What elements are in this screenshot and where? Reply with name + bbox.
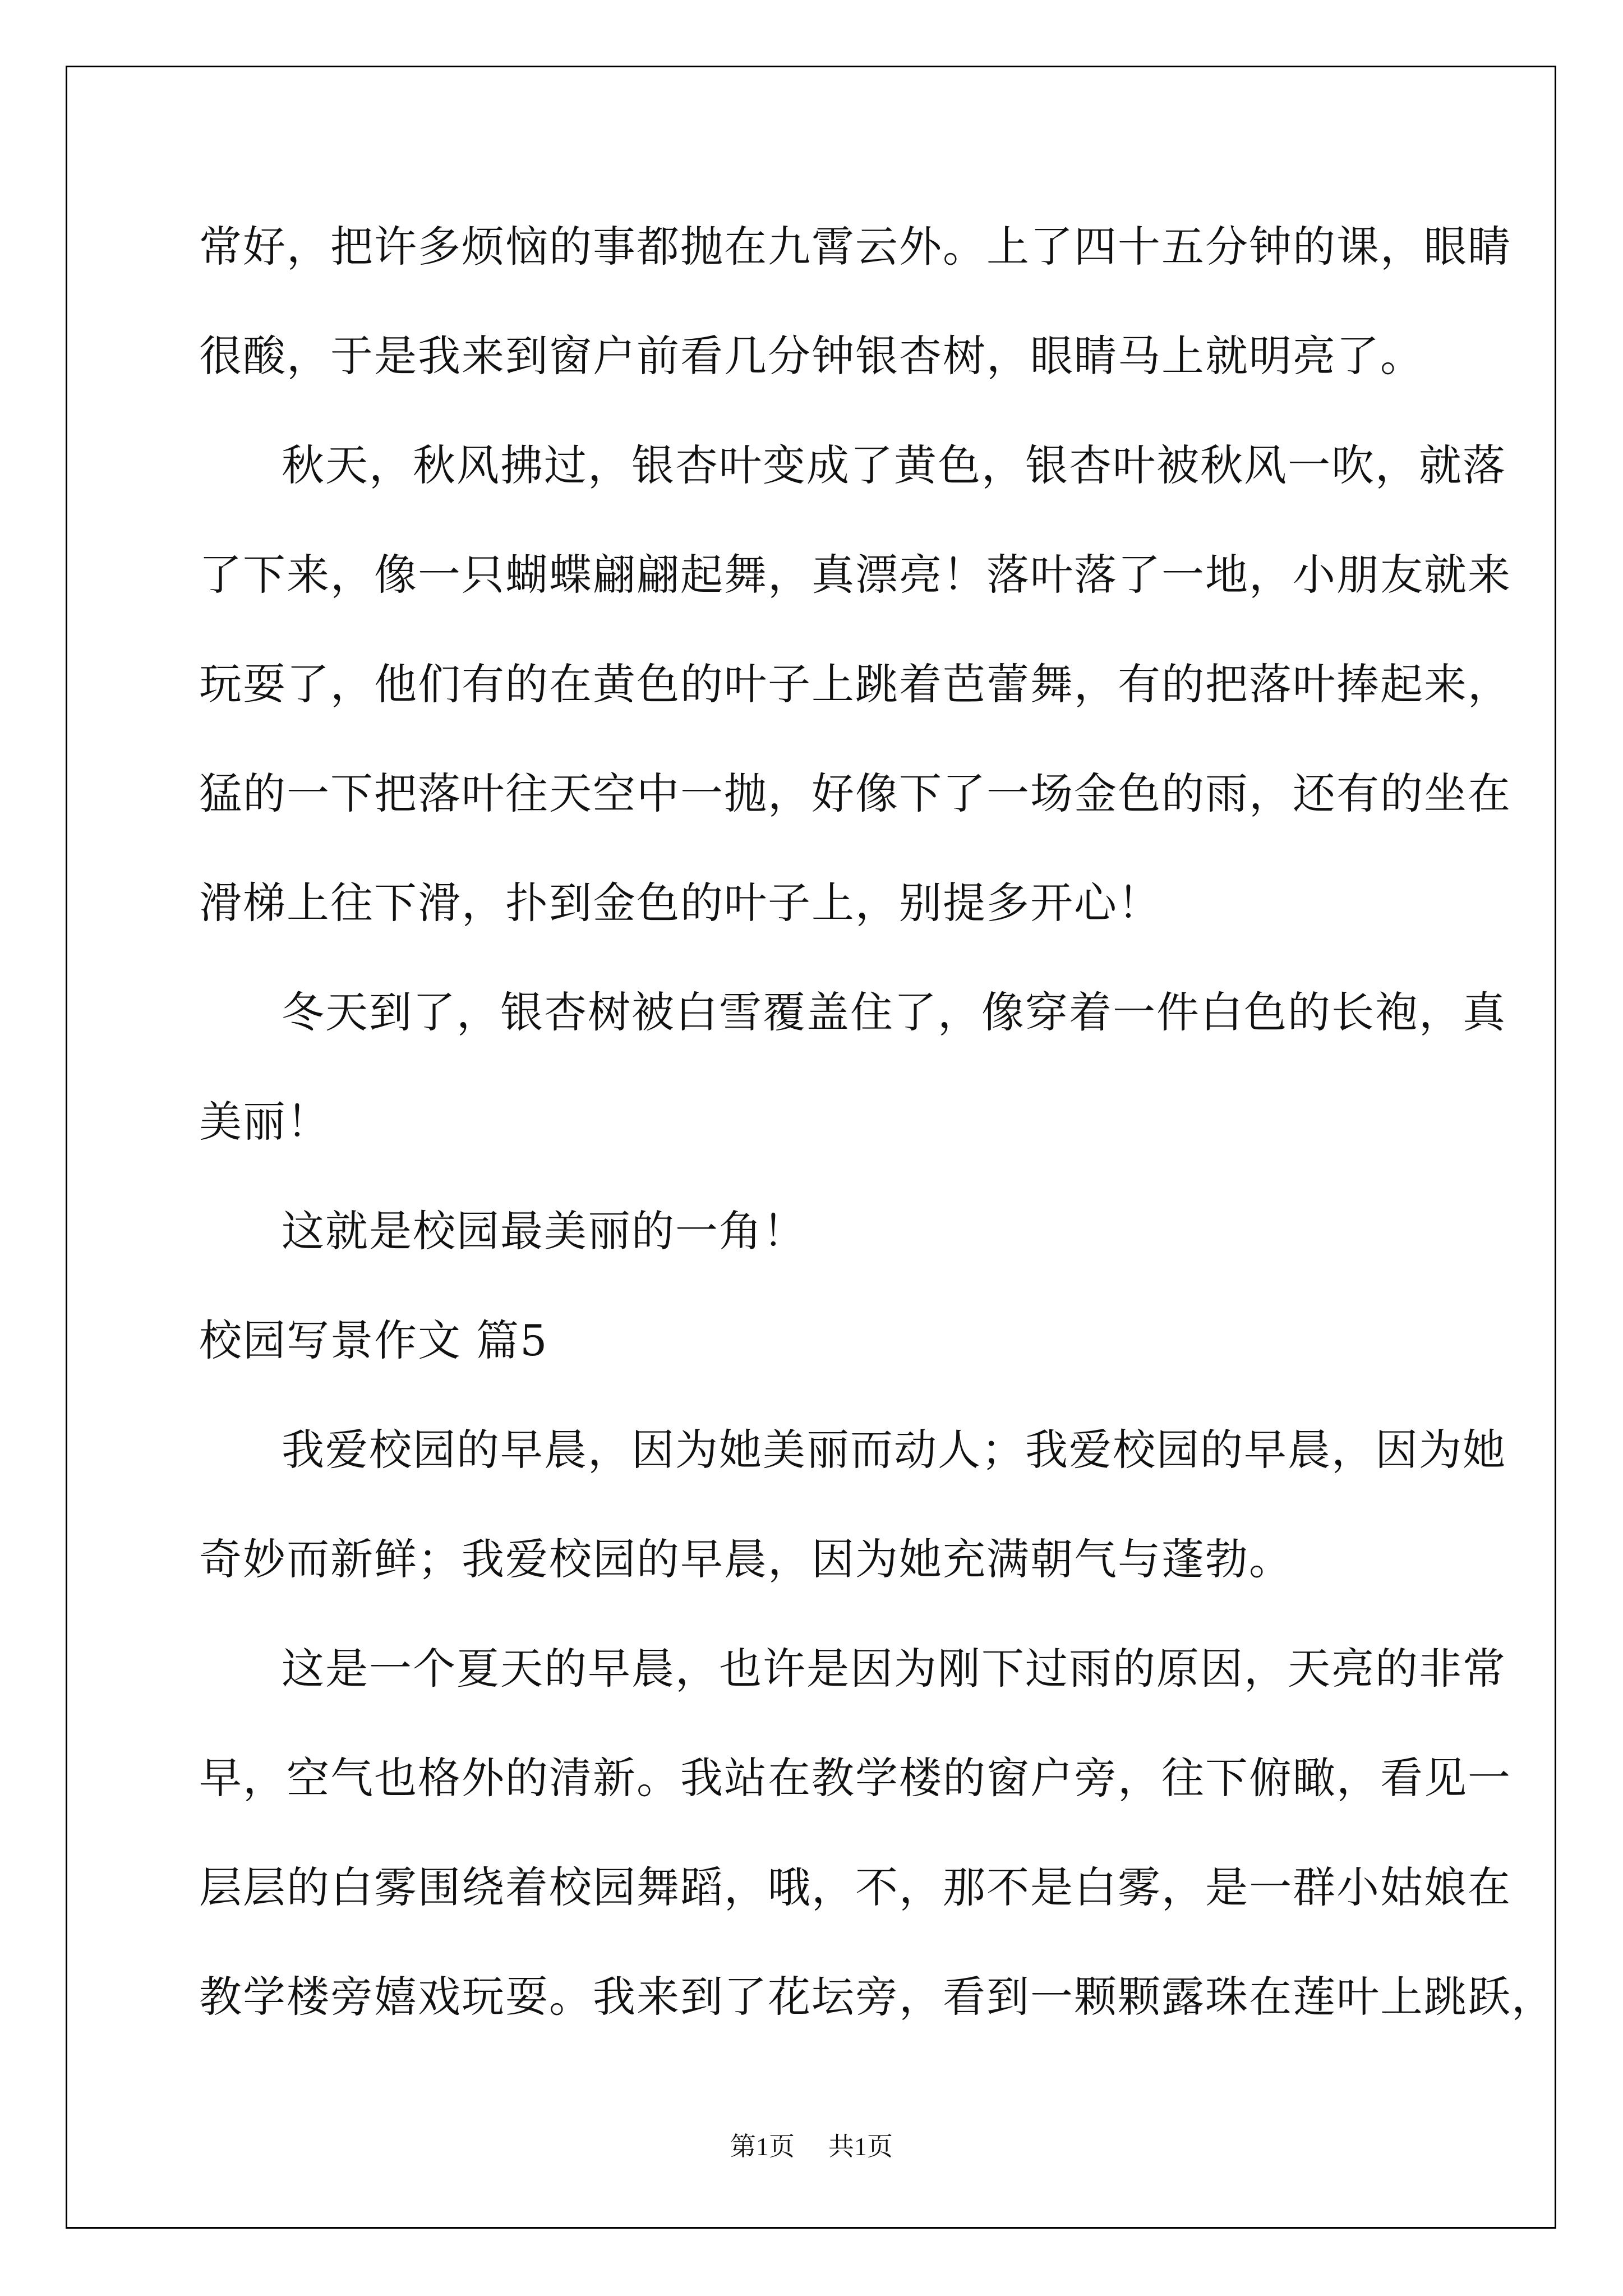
page-number: 第1页 (730, 2132, 795, 2161)
page-total: 共1页 (828, 2132, 893, 2161)
text-line: 了下来，像一只蝴蝶翩翩起舞，真漂亮！落叶落了一地，小朋友就来 (199, 550, 1511, 600)
paragraph-start: 冬天到了，银杏树被白雪覆盖住了，像穿着一件白色的长袍，真 (282, 987, 1506, 1037)
paragraph-start: 这是一个夏天的早晨，也许是因为刚下过雨的原因，天亮的非常 (282, 1644, 1506, 1694)
paragraph-start: 秋天，秋风拂过，银杏叶变成了黄色，银杏叶被秋风一吹，就落 (282, 440, 1506, 490)
text-line: 早，空气也格外的清新。我站在教学楼的窗户旁，往下俯瞰，看见一 (199, 1753, 1511, 1803)
text-line: 奇妙而新鲜；我爱校园的早晨，因为她充满朝气与蓬勃。 (199, 1534, 1293, 1584)
page-footer (0, 2126, 1623, 2163)
text-line: 美丽！ (199, 1097, 330, 1147)
text-line: 教学楼旁嬉戏玩耍。我来到了花坛旁，看到一颗颗露珠在莲叶上跳跃， (199, 1972, 1555, 2022)
document-body (199, 216, 1555, 2076)
text-line: 常好，把许多烦恼的事都抛在九霄云外。上了四十五分钟的课，眼睛 (199, 222, 1511, 272)
text-line: 很酸，于是我来到窗户前看几分钟银杏树，眼睛马上就明亮了。 (199, 331, 1424, 381)
text-line: 层层的白雾围绕着校园舞蹈，哦，不，那不是白雾，是一群小姑娘在 (199, 1862, 1511, 1912)
text-line: 玩耍了，他们有的在黄色的叶子上跳着芭蕾舞，有的把落叶捧起来， (199, 659, 1511, 709)
text-line: 猛的一下把落叶往天空中一抛，好像下了一场金色的雨，还有的坐在 (199, 769, 1511, 818)
paragraph-start: 我爱校园的早晨，因为她美丽而动人；我爱校园的早晨，因为她 (282, 1425, 1506, 1475)
paragraph-start: 这就是校园最美丽的一角！ (282, 1206, 806, 1256)
text-line: 滑梯上往下滑，扑到金色的叶子上，别提多开心！ (199, 878, 1161, 928)
section-heading: 校园写景作文 篇5 (199, 1315, 548, 1365)
